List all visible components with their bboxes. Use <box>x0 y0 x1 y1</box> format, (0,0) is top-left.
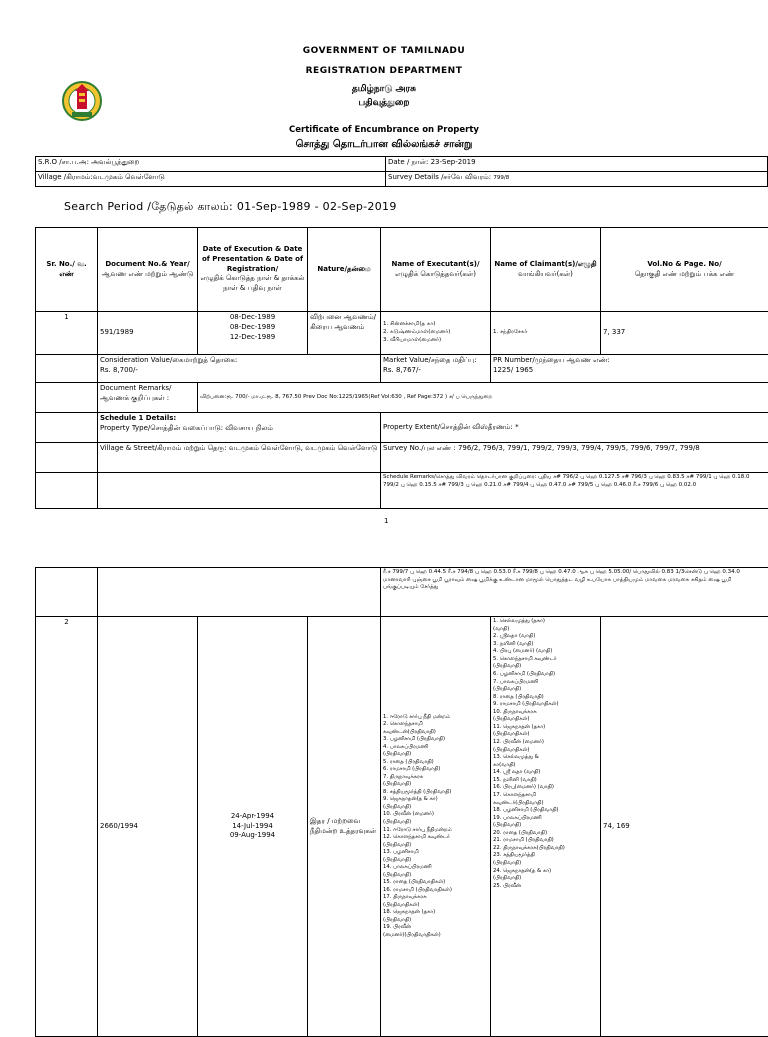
consideration-cell: Consideration Value/கைமாற்றுத் தொகை: Rs. 8,700/- <box>98 355 381 383</box>
row1-executants: 1. சின்னச்சாமி(த கா) 2. கடுஷ்ணம்மாள்(மைனர்) 3. வீரியாமாள்(மைனர்) <box>381 312 491 355</box>
info-table <box>35 156 768 187</box>
col-dates: Date of Execution & Date of Presentation & Date of Registration/ எழுதிக் கொடுத்த நாள் & தாக்கல் நாள் & பதிவு நாள் <box>198 228 308 312</box>
schedule-remarks-cell: Schedule Remarks/சொத்து விவரம் தொடர்பான குறிப்புரை: புதிய ச# 796/2 பு ஹெ 0.127.5 ச# 796/3 பு ஹெ 0.83.5 ச# 799/1 பு ஹெ 0.18.0 799/2 பு ஹெ 0.15.5 ச# 799/3 பு ஹெ 0.21.0 ச# 799/4 பு ஹெ 0.47.0 ச# 799/5 பு ஹெ 0.46.0 ரீ.ச 799/6 பு ஹெ 0.02.0 <box>381 473 768 509</box>
schedule-cell: Schedule 1 Details: Property Type/சொத்தின் வகைப்பாடு: விவசாய நிலம் <box>98 413 381 443</box>
row1-sr: 1 <box>36 312 98 355</box>
survey-value: 799/8 <box>493 175 509 181</box>
remarks-value: விற்பனை:ரூ. 700/- மா.ம.ரூ. 8, 767.50 Prev Doc No:1225/1965(Ref Vol:630 , Ref Page:372 ) ச/ ப பெருந்துறை <box>198 383 768 413</box>
column-header-row <box>36 228 768 312</box>
table-row <box>36 473 768 509</box>
row1-doc: 591/1989 <box>98 312 198 355</box>
table-row <box>36 443 768 473</box>
row1-claimants: 1. சந்திரசேகர் <box>491 312 601 355</box>
row1-dates: 08-Dec-1989 08-Dec-1989 12-Dec-1989 <box>198 312 308 355</box>
survey-no-cell: Survey No./புல எண் : 796/2, 796/3, 799/1, 799/2, 799/3, 799/4, 799/5, 799/6, 799/7, 799/8 <box>381 443 768 473</box>
table-row <box>36 617 768 1037</box>
certificate-title: Certificate of Encumbrance on Property <box>0 125 768 135</box>
row2-executants: 1. ஈரோடு சார்பு நீதி மன்றம் 2. கொளந்தசாமி கவுண்டன்(பிரதிவாதி) 3. பழனிசாமி (பிரதிவாதி) 4. பாலசுப்பிரமணி (பிரதிவாதி) 5. ராதை (பிரதிவாதி) 6. ராமசாமி (பிரதிவாதி) 7. திருநாவுக்கரசு (பிரதிவாதி) 8. சத்தியமூர்த்தி (பிரதிவாதி) 9. ஜெகநாதன்(த & கா) (பிரதிவாதி) 10. பிரவீன் (மைனர்) (பிரதிவாதி) 11. ஈரோடு சார்பு நீதிமன்றம் 12. கொளந்தசாமி கவுண்டர் (பிரதிவாதி) 13. பழனிசாமி (பிரதிவாதி) 14. பாலசுப்பிரமணி (பிரதிவாதி) 15. ராதை (பிரதிவாதிகள்) 16. ராமசாமி (பிரதிவாதிகள்) 17. திருநாவுக்கரசு (பிரதிவாதிகள்) 18. ஜெகநாதன் (தகா) (பிரதிவாதி) 19. பிரவீன் (மைனர்)(பிரதிவாதிகள்) <box>381 617 491 1037</box>
search-period: Search Period /தேடுதல் காலம்: 01-Sep-1989 - 02-Sep-2019 <box>64 200 397 215</box>
row2-claimants: 1. செல்லமுத்து (தகா) (வாதி) 2. ஸ்ரீலதா (வாதி) 3. நளினி (வாதி) 4. பிரபு (மைனர்) (வாதி) 5. கொளந்தசாமி கவுண்டர் (பிரதிவாதி) 6. பழனிசாமி (பிரதிவாதி) 7. பாலசுப்பிரமணி (பிரதிவாதி) 8. ராதை (பிரதிவாதி) 9. ராமசாமி (பிரதிவாதிகள்) 10. திருநாவுக்கரசு (பிரதிவாதிகள்) 11. ஜெகநாதன் (தகா) (பிரதிவாதிகள்) 12. பிரவீன் (மைனர்) (பிரதிவாதிகள்) 13. செல்லமுத்து & கா(வாதி) 14. ஸ்ரீ லதா (வாதி) 15. நளினி (வாதி) 16. பிரபு(மைனர்) (வாதி) 17. கொளந்தசாமி கவுண்டர்(பிரதிவாதி) 18. பழனிசாமி (பிரதிவாதி) 19. பாலசுப்பிரமணி (பிரதிவாதி) 20. ராதை (பிரதிவாதி) 21. ராமசாமி (பிரதிவாதி) 22. திருநாவுக்கரசு(பிரதிவாதி) 23. சத்தியமூர்த்தி (பிரதிவாதி) 24. ஜெகநாதன்(த & கா) (பிரதிவாதி) 25. பிரவீன் <box>491 617 601 1037</box>
col-volume: Vol.No & Page. No/ தொகுதி எண் மற்றும் பக்க எண் <box>601 228 768 312</box>
date-cell <box>386 157 768 172</box>
certificate-title-ta: சொத்து தொடர்பான வில்லங்கச் சான்று <box>0 139 768 151</box>
table-row <box>36 568 768 617</box>
remarks-label: Document Remarks/ ஆவணக் குறிப்புகள் : <box>98 383 198 413</box>
row1-nature: விற்பனை ஆவணம்/ கிரைய ஆவணம் <box>308 312 381 355</box>
date-label: Date / நாள்: <box>388 158 431 166</box>
header-dept-ta: பதிவுத்துறை <box>0 98 768 109</box>
table-row <box>36 413 768 443</box>
col-executant: Name of Executant(s)/ எழுதிக் கொடுத்தவர்(கள்) <box>381 228 491 312</box>
survey-label: Survey Details /சர்வே விவரம்: <box>388 173 493 181</box>
header-gov: GOVERNMENT OF TAMILNADU <box>0 46 768 56</box>
header-gov-ta: தமிழ்நாடு அரசு <box>0 84 768 95</box>
market-cell: Market Value/சந்தை மதிப்பு: Rs. 8,767/- <box>381 355 491 383</box>
row2-sr: 2 <box>36 617 98 1037</box>
col-nature: Nature/தன்மை <box>308 228 381 312</box>
survey-cell <box>386 172 768 187</box>
row2-doc: 2660/1994 <box>98 617 198 1037</box>
table-row <box>36 355 768 383</box>
village-cell <box>36 172 386 187</box>
tamilnadu-emblem-icon <box>62 79 102 125</box>
page-number: 1 <box>384 517 388 525</box>
sro-text: S.R.O /சா.ப.அ: அவல்பூந்துறை <box>38 158 139 166</box>
sro-cell <box>36 157 386 172</box>
col-sr: Sr. No./ வ. எண் <box>36 228 98 312</box>
header-dept: REGISTRATION DEPARTMENT <box>0 66 768 76</box>
table-row <box>36 383 768 413</box>
extent-cell: Property Extent/சொத்தின் விஸ்தீரணம்: * <box>381 413 768 443</box>
row2-nature: இதர / மற்றவை நீதிமன்ற உத்தரவுகள் <box>308 617 381 1037</box>
row2-volume: 74, 169 <box>601 617 768 1037</box>
col-document: Document No.& Year/ ஆவண எண் மற்றும் ஆண்டு <box>98 228 198 312</box>
date-value: 23-Sep-2019 <box>431 158 476 166</box>
col-claimant: Name of Claimant(s)/எழுதி வாங்கியவர்(கள்) <box>491 228 601 312</box>
village-street-cell: Village & Street/கிராமம் மற்றும் தெரு: வடமுகம் வெள்ளோடு, வடமுகம் வெள்ளோடு <box>98 443 381 473</box>
table-row <box>36 312 768 355</box>
village-text: Village /கிராமம்:வடமுகம் வெள்ளோடு <box>38 173 165 181</box>
row1-volume: 7, 337 <box>601 312 768 355</box>
encumbrance-table-continued <box>35 567 768 1037</box>
row2-dates: 24-Apr-1994 14-Jul-1994 09-Aug-1994 <box>198 617 308 1037</box>
continuation-remarks: ரீ.ச 799/7 பு ஹெ 0.44.5 ரீ.ச 794/8 பு ஹெ 0.53.0 ரீ.ச 799/8 பு ஹெ 0.47.0 ஆக பு ஹெ 5.05.00/ பொதுவில் 0.83 1/3சென்டு பு ஹெ 0.34.0 மானாவாரி புஞ்சை பூமி பூராவும் ஷை பூமிக்கு உண்டான மாமூல் பொதுத்தட வழி உபயோக பாத்தியமும் மாவகை மரவகை சகிதம் ஷை பூமி பங்குப்படியும் சேர்த்து <box>381 568 768 617</box>
pr-cell: PR Number/முந்தைய ஆவண எண்: 1225/ 1965 <box>491 355 768 383</box>
encumbrance-table <box>35 227 768 509</box>
